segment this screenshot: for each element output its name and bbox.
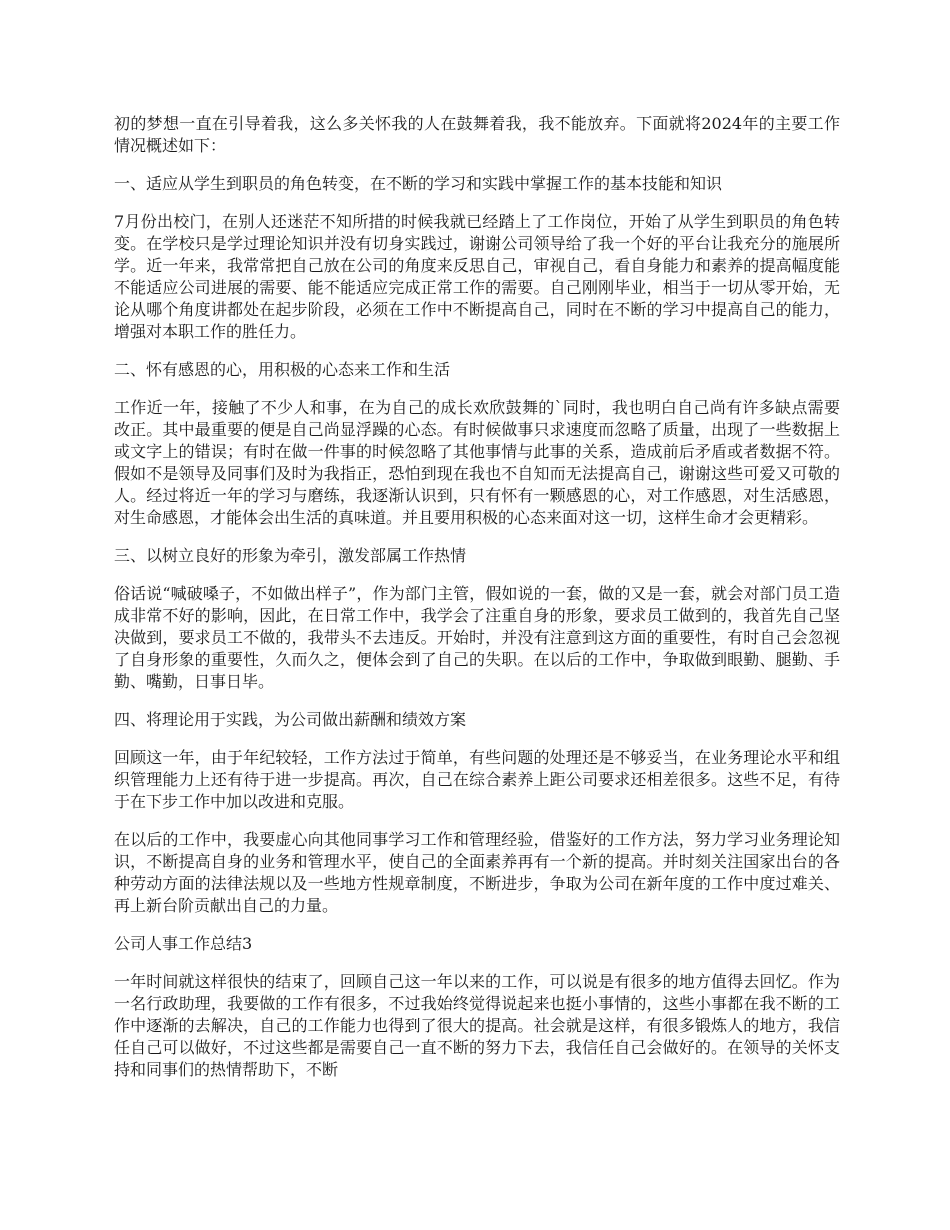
paragraph-summary-3: 一年时间就这样很快的结束了，回顾自己这一年以来的工作，可以说是有很多的地方值得去回忆。作为一名行政助理，我要做的工作有很多，不过我始终觉得说起来也挺小事情的，这些小事都在我不断的工作中逐渐的去解决，自己的工作能力也得到了很大的提高。社会就是这样，有很多锻炼人的地方，我信任自己可以做好，不过这些都是需要自己一直不断的努力下去，我信任自己会做好的。在领导的关怀支持和同事们的热情帮助下，不断 [114, 972, 840, 1079]
heading-section-4: 四、将理论用于实践，为公司做出薪酬和绩效方案 [114, 710, 467, 729]
paragraph-future-plan: 在以后的工作中，我要虚心向其他同事学习工作和管理经验，借鉴好的工作方法，努力学习业务理论知识，不断提高自身的业务和管理水平，使自己的全面素养再有一个新的提高。并时刻关注国家出台的各种劳动方面的法律法规以及一些地方性规章制度，不断进步，争取为公司在新年度的工作中度过难关、再上新台阶贡献出自己的力量。 [114, 830, 840, 915]
heading-section-3: 三、以树立良好的形象为牵引，激发部属工作热情 [114, 546, 467, 565]
paragraph-section-3: 俗话说“喊破嗓子，不如做出样子”，作为部门主管，假如说的一套，做的又是一套，就会对部门员工造成非常不好的影响，因此，在日常工作中，我学会了注重自身的形象，要求员工做到的，我首先自己坚决做到，要求员工不做的，我带头不去违反。开始时，并没有注意到这方面的重要性，有时自己会忽视了自身形象的重要性，久而久之，便体会到了自己的失职。在以后的工作中，争取做到眼勤、腿勤、手勤、嘴勤，日事日毕。 [114, 584, 840, 691]
paragraph-section-2: 工作近一年，接触了不少人和事，在为自己的成长欢欣鼓舞的`同时，我也明白自己尚有许多缺点需要改正。其中最重要的便是自己尚显浮躁的心态。有时候做事只求速度而忽略了质量，出现了一些数据上或文字上的错误；有时在做一件事的时候忽略了其他事情与此事的关系，造成前后矛盾或者数据不符。假如不是领导及同事们及时为我指正，恐怕到现在我也不自知而无法提高自己，谢谢这些可爱又可敬的人。经过将近一年的学习与磨练，我逐渐认识到，只有怀有一颗感恩的心，对工作感恩，对生活感恩，对生命感恩，才能体会出生活的真味道。并且要用积极的心态来面对这一切，这样生命才会更精彩。 [114, 398, 840, 527]
paragraph-intro: 初的梦想一直在引导着我，这么多关怀我的人在鼓舞着我，我不能放弃。下面就将2024年的主要工作情况概述如下： [114, 114, 840, 155]
paragraph-section-4: 回顾这一年，由于年纪较轻，工作方法过于简单，有些问题的处理还是不够妥当，在业务理论水平和组织管理能力上还有待于进一步提高。再次，自己在综合素养上距公司要求还相差很多。这些不足，有待于在下步工作中加以改进和克服。 [114, 748, 840, 811]
heading-section-1: 一、适应从学生到职员的角色转变，在不断的学习和实践中掌握工作的基本技能和知识 [114, 174, 723, 193]
document-page [114, 113, 840, 1097]
paragraph-section-1: 7月份出校门，在别人还迷茫不知所措的时候我就已经踏上了工作岗位，开始了从学生到职员的角色转变。在学校只是学过理论知识并没有切身实践过，谢谢公司领导给了我一个好的平台让我充分的施展所学。近一年来，我常常把自己放在公司的角度来反思自己，审视自己，看自身能力和素养的提高幅度能不能适应公司进展的需要、能不能适应完成正常工作的需要。自己刚刚毕业，相当于一切从零开始，无论从哪个角度讲都处在起步阶段，必须在工作中不断提高自己，同时在不断的学习中提高自己的能力，增强对本职工作的胜任力。 [114, 212, 840, 341]
heading-summary-3: 公司人事工作总结3 [114, 934, 253, 953]
heading-section-2: 二、怀有感恩的心，用积极的心态来工作和生活 [114, 360, 451, 379]
